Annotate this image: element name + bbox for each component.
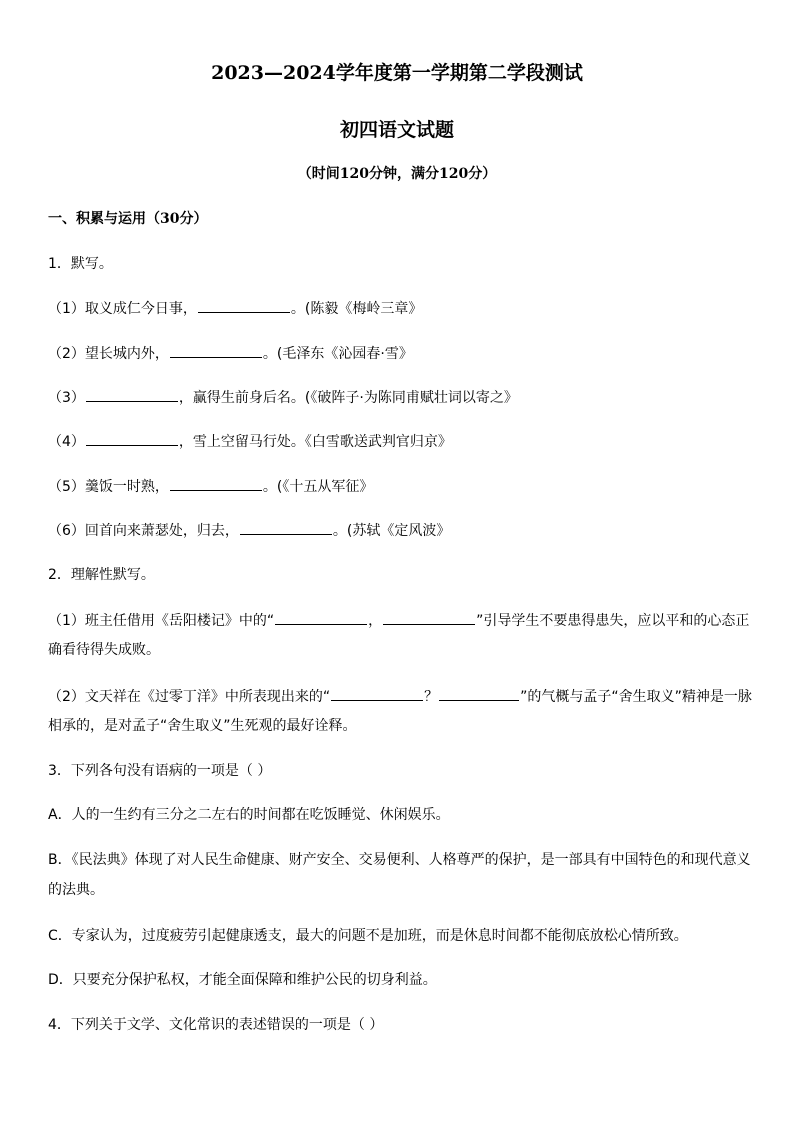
answer-blank[interactable] <box>331 686 423 701</box>
q1-item-3 <box>48 387 748 408</box>
q2-item-2 <box>48 686 752 707</box>
question-2-stem: 2．理解性默写。 <box>48 567 155 583</box>
q3-option-c: C．专家认为，过度疲劳引起健康透支，最大的问题不是加班，而是休息时间都不能彻底放松心情所致。 <box>48 928 688 944</box>
q3-option-d: D．只要充分保护私权，才能全面保障和维护公民的切身利益。 <box>48 972 437 988</box>
q1-item-5 <box>48 476 748 497</box>
q2-item-1-post: ”引导学生不要患得患失，应以平和的心态正 <box>476 613 750 629</box>
q1-item-3-pre: （3） <box>48 390 85 406</box>
answer-blank[interactable] <box>86 387 178 402</box>
q1-item-5-post: 。(《十五从军征》 <box>262 479 374 495</box>
q3-option-b-line2: 的法典。 <box>48 882 104 898</box>
exam-time-note: （时间120分钟，满分120分） <box>297 166 497 182</box>
q1-item-6 <box>48 520 748 541</box>
q2-item-2-pre: （2）文天祥在《过零丁洋》中所表现出来的“ <box>48 689 331 705</box>
answer-blank[interactable] <box>383 610 475 625</box>
q1-item-6-post: 。(苏轼《定风波》 <box>332 523 451 539</box>
q1-item-4 <box>48 431 748 452</box>
q3-option-b: B．《民法典》体现了对人民生命健康、财产安全、交易便利、人格尊严的保护，是一部具有中国特色的和现代意义 <box>48 852 751 868</box>
question-3-stem: 3．下列各句没有语病的一项是（ ） <box>48 763 272 779</box>
q2-item-2-post: ”的气概与孟子“舍生取义”精神是一脉 <box>520 689 752 705</box>
q2-item-1-mid: ， <box>368 613 383 629</box>
answer-blank[interactable] <box>170 343 262 358</box>
answer-blank[interactable] <box>198 298 290 313</box>
exam-subtitle: 初四语文试题 <box>339 119 454 141</box>
q1-item-2 <box>48 343 748 364</box>
q2-item-1 <box>48 610 748 631</box>
q1-item-6-pre: （6）回首向来萧瑟处，归去， <box>48 523 239 539</box>
q2-item-1-line2: 确看待得失成败。 <box>48 642 160 658</box>
answer-blank[interactable] <box>275 610 367 625</box>
q1-item-2-post: 。(毛泽东《沁园春·雪》 <box>262 346 413 362</box>
q2-item-2-line2: 相承的，是对孟子“舍生取义”生死观的最好诠释。 <box>48 718 357 734</box>
answer-blank[interactable] <box>86 431 178 446</box>
q2-item-1-pre: （1）班主任借用《岳阳楼记》中的“ <box>48 613 275 629</box>
q1-item-4-post: ，雪上空留马行处。《白雪歌送武判官归京》 <box>178 434 452 450</box>
q1-item-1-pre: （1）取义成仁今日事， <box>48 301 197 317</box>
answer-blank[interactable] <box>170 476 262 491</box>
answer-blank[interactable] <box>439 686 519 701</box>
question-1-stem: 1．默写。 <box>48 256 113 272</box>
answer-blank[interactable] <box>240 520 332 535</box>
q3-option-a: A．人的一生约有三分之二左右的时间都在吃饭睡觉、休闲娱乐。 <box>48 807 450 823</box>
q1-item-3-post: ，赢得生前身后名。(《破阵子·为陈同甫赋壮词以寄之》 <box>178 390 518 406</box>
q1-item-2-pre: （2）望长城内外， <box>48 346 169 362</box>
q1-item-5-pre: （5）羹饭一时熟， <box>48 479 169 495</box>
q1-item-1 <box>48 298 748 319</box>
q1-item-1-post: 。(陈毅《梅岭三章》 <box>290 301 423 317</box>
exam-title: 2023—2024学年度第一学期第二学段测试 <box>211 62 583 84</box>
q1-item-4-pre: （4） <box>48 434 85 450</box>
q2-item-2-mid: ？ <box>424 689 439 705</box>
question-4-stem: 4．下列关于文学、文化常识的表述错误的一项是（ ） <box>48 1017 384 1033</box>
section-1-title: 一、积累与运用（30分） <box>48 211 208 227</box>
